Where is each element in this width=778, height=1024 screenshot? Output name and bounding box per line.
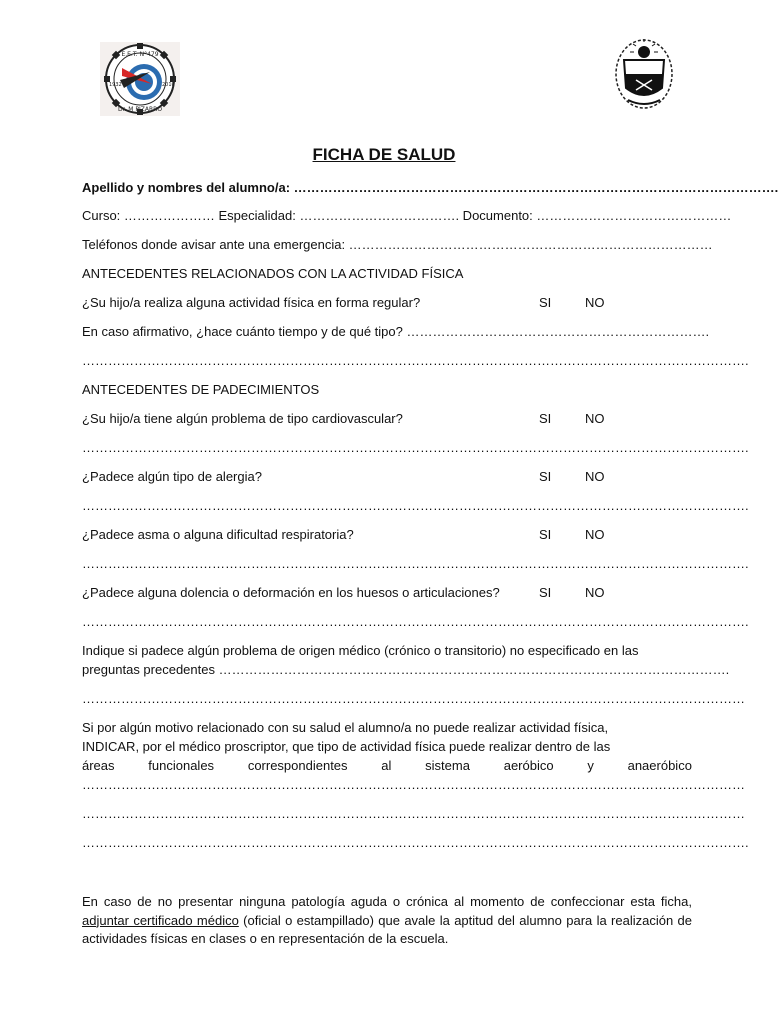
page-title: FICHA DE SALUD (312, 145, 456, 164)
blank-answer-line[interactable]: ………………………………………………………………………………………………………………………………………. (82, 353, 749, 368)
school-seal-logo (100, 42, 180, 116)
restriction-word: aeróbico (503, 758, 554, 773)
restriction-text-line3 (82, 758, 692, 773)
blank-answer-line[interactable]: ………………………………………………………………………………………………………………………………………. (82, 498, 749, 513)
svg-text:2010: 2010 (162, 82, 175, 88)
certificate-notice-part1: En caso de no presentar ninguna patología aguda o crónica al momento de confeccionar esta ficha, (82, 894, 692, 909)
question-cardiovascular: ¿Su hijo/a tiene algún problema de tipo cardiovascular? (82, 411, 403, 426)
option-si[interactable]: SI (539, 527, 552, 542)
certificate-requirement: adjuntar certificado médico (82, 912, 239, 928)
option-no[interactable]: NO (585, 411, 605, 426)
restriction-word: sistema (425, 758, 470, 773)
question-allergy: ¿Padece algún tipo de alergia? (82, 469, 262, 484)
blank-answer-line[interactable]: ………………………………………………………………………………………………………………………………………. (82, 835, 749, 850)
svg-text:E.E.T. N°479: E.E.T. N°479 (121, 51, 159, 58)
province-coat-of-arms-logo (614, 38, 674, 110)
certificate-notice-part2: (oficial o estampillado) que avale la aptitud del alumno para la realización de actividades físicas en clases o en representación de la escuela. (82, 912, 692, 946)
conditions-section-heading: ANTECEDENTES DE PADECIMIENTOS (82, 382, 320, 397)
restriction-word: al (381, 758, 392, 773)
option-si[interactable]: SI (539, 295, 552, 310)
activity-section-heading: ANTECEDENTES RELACIONADOS CON LA ACTIVIDAD FÍSICA (82, 266, 464, 281)
question-regular-activity: ¿Su hijo/a realiza alguna actividad física en forma regular? (82, 295, 421, 310)
restriction-word: correspondientes (247, 758, 348, 773)
blank-answer-line[interactable]: ………………………………………………………………………………………………………………………………………. (82, 440, 749, 455)
restriction-word: y (587, 758, 594, 773)
option-no[interactable]: NO (585, 469, 605, 484)
blank-answer-line[interactable]: ……………………………………………………………………………………………………………………………………… (82, 777, 745, 792)
restriction-word: anaeróbico (627, 758, 692, 773)
restriction-word: funcionales (148, 758, 215, 773)
course-specialty-document-field[interactable]: Curso: ………………… Especialidad: ………………………………. Documento: ……………………………………… (82, 208, 732, 223)
activity-followup-field[interactable]: En caso afirmativo, ¿hace cuánto tiempo y de qué tipo? ……………………………………………………………. (82, 324, 710, 339)
option-no[interactable]: NO (585, 295, 605, 310)
question-bones-joints: ¿Padece alguna dolencia o deformación en los huesos o articulaciones? (82, 585, 500, 600)
blank-answer-line[interactable]: ……………………………………………………………………………………………………………………………………… (82, 806, 745, 821)
certificate-notice (82, 893, 692, 949)
blank-answer-line[interactable]: ……………………………………………………………………………………………………………………………………… (82, 691, 745, 706)
restriction-text-line2: INDICAR, por el médico proscriptor, que tipo de actividad física puede realizar dentro de las (82, 739, 611, 754)
emergency-phones-field[interactable]: Teléfonos donde avisar ante una emergencia: ………………………………………………………………………… (82, 237, 713, 252)
option-no[interactable]: NO (585, 527, 605, 542)
blank-answer-line[interactable]: ………………………………………………………………………………………………………………………………………. (82, 556, 749, 571)
question-asthma: ¿Padece asma o alguna dificultad respiratoria? (82, 527, 354, 542)
option-si[interactable]: SI (539, 411, 552, 426)
svg-text:1932: 1932 (109, 82, 122, 88)
other-conditions-field[interactable]: preguntas precedentes ………………………………………………………………………………………………………. (82, 662, 730, 677)
student-name-field[interactable]: Apellido y nombres del alumno/a: …………………………………………………………………………………………………. (82, 180, 778, 195)
option-si[interactable]: SI (539, 469, 552, 484)
svg-text:Dr. M PIZARRO: Dr. M PIZARRO (117, 106, 163, 113)
restriction-text-line1: Si por algún motivo relacionado con su salud el alumno/a no puede realizar actividad física, (82, 720, 609, 735)
other-conditions-text: Indique si padece algún problema de origen médico (crónico o transitorio) no especificado en las (82, 643, 639, 658)
option-si[interactable]: SI (539, 585, 552, 600)
restriction-word: áreas (82, 758, 115, 773)
blank-answer-line[interactable]: ………………………………………………………………………………………………………………………………………. (82, 614, 749, 629)
option-no[interactable]: NO (585, 585, 605, 600)
